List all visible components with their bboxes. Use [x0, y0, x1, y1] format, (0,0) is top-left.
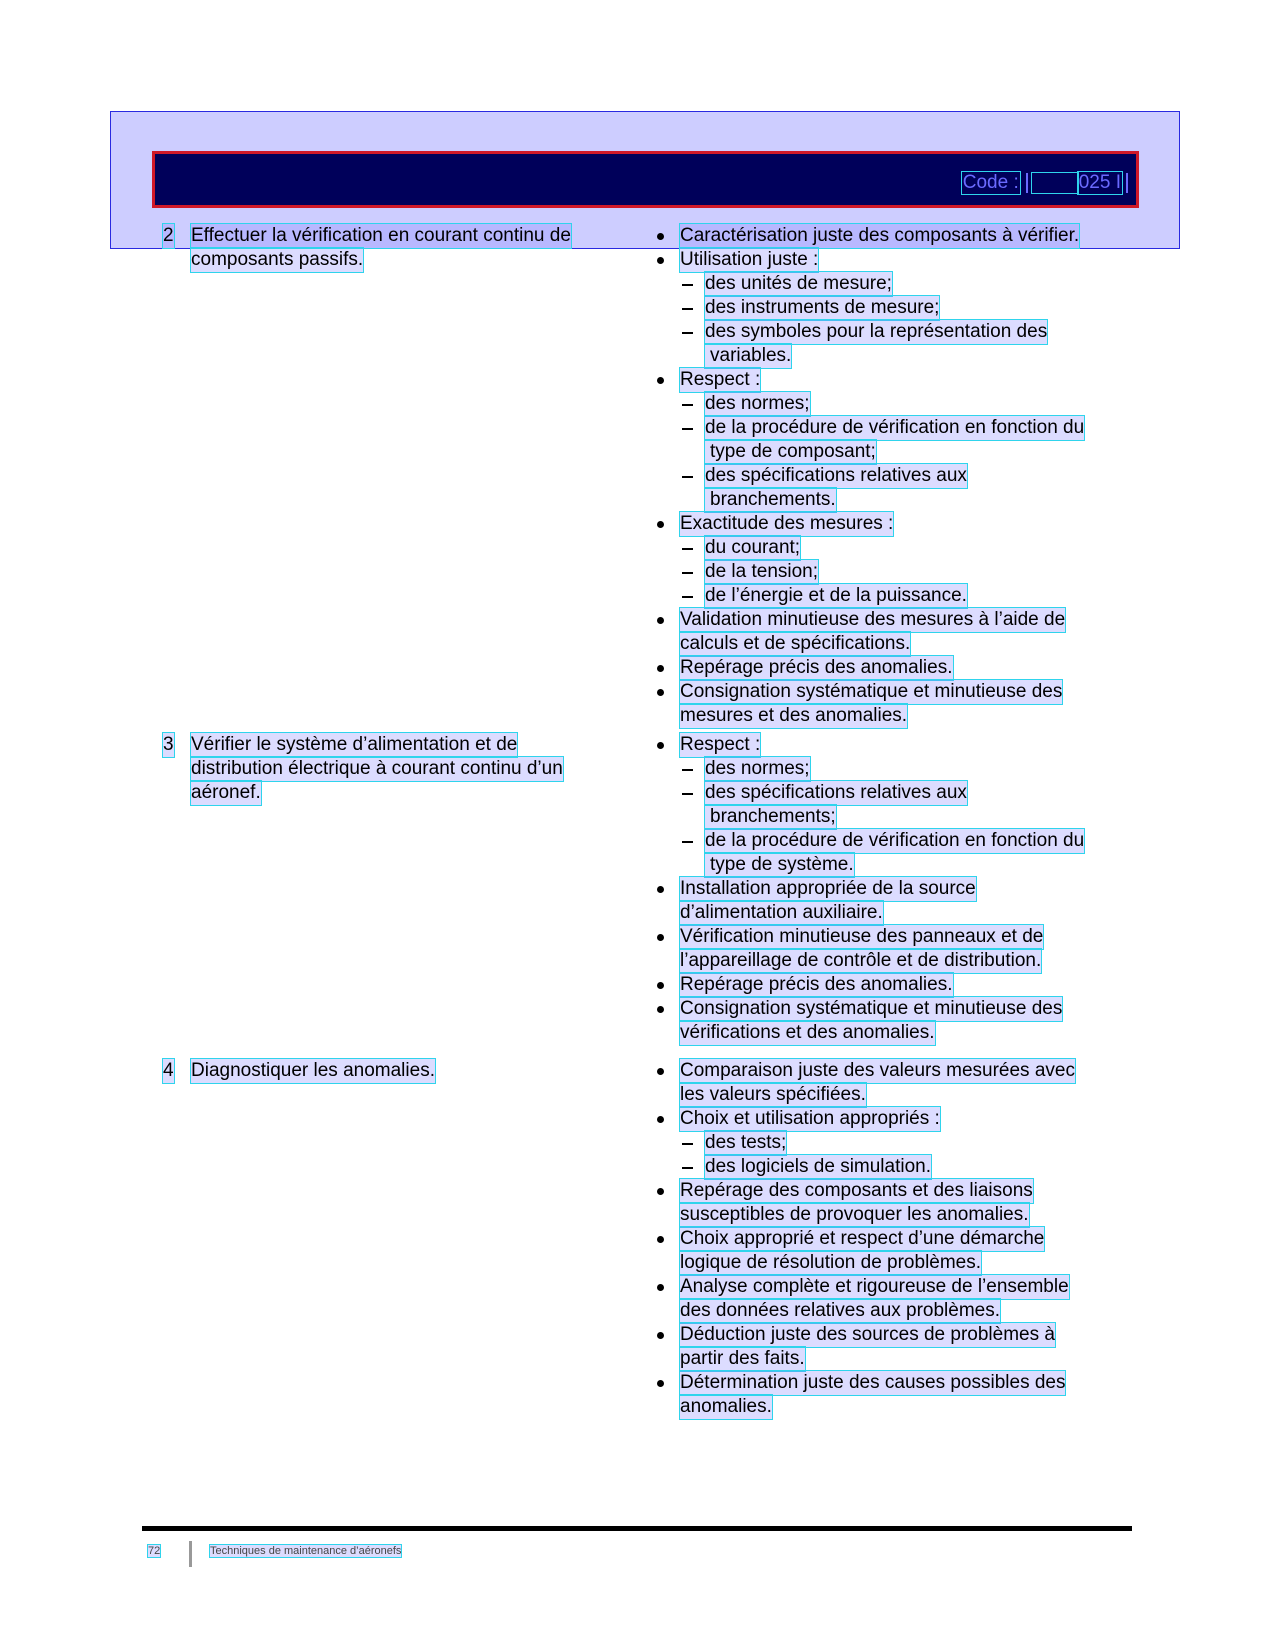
sub-criterion-text: du courant;: [705, 537, 801, 558]
code-separator: [1026, 173, 1028, 193]
criterion-item: [655, 1275, 1125, 1323]
element-description: [191, 733, 656, 805]
element-line: Effectuer la vérification en courant continu de: [191, 225, 571, 246]
sub-criterion-text: des normes;: [705, 393, 810, 414]
sub-criterion-text: branchements.: [705, 488, 836, 512]
sub-criterion-text: des tests;: [705, 1132, 787, 1153]
sub-criterion-text: des logiciels de simulation.: [705, 1156, 932, 1177]
code-label: Code :: [962, 172, 1019, 193]
sub-criterion-item: [655, 1131, 1125, 1155]
code-blank: [1032, 173, 1078, 193]
criterion-text: Caractérisation juste des composants à vérifier.: [680, 225, 1080, 246]
criterion-item: [655, 925, 1125, 973]
criterion-item: [655, 1107, 1125, 1131]
criterion-text: les valeurs spécifiées.: [680, 1084, 866, 1105]
sub-criterion-item: [655, 392, 1125, 416]
sub-criterion-text: des symboles pour la représentation des: [705, 321, 1048, 342]
criterion-text: Respect :: [680, 734, 761, 755]
criterion-item: [655, 1227, 1125, 1275]
criterion-text: mesures et des anomalies.: [680, 705, 908, 726]
element-number: 4: [163, 1060, 174, 1081]
element-number: 3: [163, 734, 174, 755]
sub-criterion-text: des spécifications relatives aux: [705, 782, 967, 803]
criterion-item: [655, 656, 1125, 680]
sub-criterion-text: des spécifications relatives aux: [705, 465, 967, 486]
element-line: Diagnostiquer les anomalies.: [191, 1060, 435, 1081]
criterion-text: Repérage précis des anomalies.: [680, 974, 953, 995]
criterion-text: Analyse complète et rigoureuse de l’ensemble: [680, 1276, 1069, 1297]
sub-criterion-text: type de composant;: [705, 440, 876, 464]
sub-criterion-item: [655, 320, 1125, 368]
criterion-text: Vérification minutieuse des panneaux et de: [680, 926, 1044, 947]
criterion-text: Choix approprié et respect d’une démarche: [680, 1228, 1045, 1249]
criterion-text: Repérage des composants et des liaisons: [680, 1180, 1033, 1201]
criterion-item: [655, 973, 1125, 997]
criterion-item: [655, 1059, 1125, 1107]
sub-criterion-text: des instruments de mesure;: [705, 297, 940, 318]
criteria-list: [655, 1059, 1125, 1419]
criteria-list: [655, 224, 1125, 728]
sub-criterion-item: [655, 757, 1125, 781]
sub-criterion-text: de la procédure de vérification en fonction du: [705, 417, 1085, 438]
criterion-text: vérifications et des anomalies.: [680, 1022, 935, 1043]
criterion-text: Déduction juste des sources de problèmes à: [680, 1324, 1055, 1345]
criterion-text: Consignation systématique et minutieuse des: [680, 998, 1063, 1019]
sub-criterion-text: branchements;: [705, 805, 836, 829]
criterion-text: Détermination juste des causes possibles des: [680, 1372, 1066, 1393]
element-description: [191, 1059, 656, 1083]
criterion-item: [655, 512, 1125, 536]
sub-criterion-text: des unités de mesure;: [705, 273, 892, 294]
footer-divider: [189, 1541, 192, 1567]
criterion-item: [655, 997, 1125, 1045]
sub-criterion-text: variables.: [705, 344, 791, 368]
criterion-text: susceptibles de provoquer les anomalies.: [680, 1204, 1029, 1225]
criterion-text: Comparaison juste des valeurs mesurées avec: [680, 1060, 1075, 1081]
footer-rule: [142, 1526, 1132, 1531]
criterion-text: calculs et de spécifications.: [680, 633, 911, 654]
element-line: composants passifs.: [191, 249, 364, 270]
criterion-item: [655, 224, 1125, 248]
criterion-item: [655, 608, 1125, 656]
criterion-text: des données relatives aux problèmes.: [680, 1300, 1001, 1321]
criterion-text: logique de résolution de problèmes.: [680, 1252, 982, 1273]
criterion-item: [655, 877, 1125, 925]
sub-criterion-text: de la tension;: [705, 561, 819, 582]
sub-criterion-text: des normes;: [705, 758, 810, 779]
sub-criterion-item: [655, 781, 1125, 829]
criteria-list: [655, 733, 1125, 1045]
criterion-text: Repérage précis des anomalies.: [680, 657, 953, 678]
sub-criterion-item: [655, 272, 1125, 296]
criterion-item: [655, 1371, 1125, 1419]
sub-criterion-item: [655, 464, 1125, 512]
criterion-item: [655, 733, 1125, 757]
criterion-text: Validation minutieuse des mesures à l’aide de: [680, 609, 1066, 630]
criterion-item: [655, 368, 1125, 392]
element-line: aéronef.: [191, 782, 261, 803]
page-number: 72: [148, 1545, 161, 1557]
criterion-text: anomalies.: [680, 1396, 772, 1417]
sub-criterion-item: [655, 829, 1125, 877]
sub-criterion-text: type de système.: [705, 853, 854, 877]
criterion-text: Installation appropriée de la source: [680, 878, 976, 899]
title-bar: [152, 151, 1139, 208]
criterion-text: Utilisation juste :: [680, 249, 819, 270]
sub-criterion-item: [655, 584, 1125, 608]
sub-criterion-item: [655, 416, 1125, 464]
sub-criterion-item: [655, 296, 1125, 320]
code-box: [962, 172, 1128, 194]
criterion-text: Respect :: [680, 369, 761, 390]
sub-criterion-item: [655, 536, 1125, 560]
sub-criterion-text: de l’énergie et de la puissance.: [705, 585, 967, 606]
sub-criterion-item: [655, 560, 1125, 584]
criterion-text: Exactitude des mesures :: [680, 513, 894, 534]
sub-criterion-text: de la procédure de vérification en fonction du: [705, 830, 1085, 851]
criterion-text: Choix et utilisation appropriés :: [680, 1108, 940, 1129]
criterion-item: [655, 248, 1125, 272]
criterion-item: [655, 680, 1125, 728]
element-number: 2: [163, 225, 174, 246]
criterion-item: [655, 1323, 1125, 1371]
criterion-text: Consignation systématique et minutieuse des: [680, 681, 1063, 702]
element-line: distribution électrique à courant continu d’un: [191, 758, 563, 779]
criterion-item: [655, 1179, 1125, 1227]
criterion-text: partir des faits.: [680, 1348, 805, 1369]
element-description: [191, 224, 656, 272]
sub-criterion-item: [655, 1155, 1125, 1179]
element-line: Vérifier le système d’alimentation et de: [191, 734, 518, 755]
code-separator-end: [1126, 173, 1128, 193]
document-title: Techniques de maintenance d’aéronefs: [210, 1545, 402, 1557]
criterion-text: l’appareillage de contrôle et de distribution.: [680, 950, 1042, 971]
criterion-text: d’alimentation auxiliaire.: [680, 902, 883, 923]
code-value: 025 I: [1078, 172, 1121, 193]
